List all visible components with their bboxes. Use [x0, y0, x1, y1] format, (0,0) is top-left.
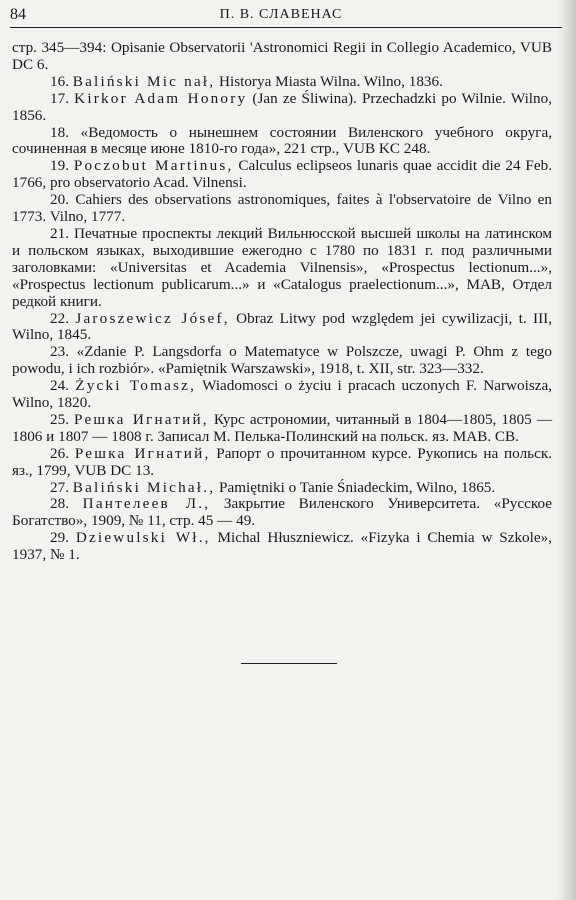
entry-number: 25.: [50, 410, 75, 428]
bibliography-entry: [12, 311, 552, 345]
entry-number: 19.: [50, 157, 74, 175]
bibliography-entry: [12, 192, 552, 226]
entry-number: 24.: [50, 377, 76, 395]
bibliography-list: [12, 40, 552, 564]
bibliography-entry: [12, 158, 552, 192]
running-head: П. В. СЛАВЕНАС: [219, 7, 343, 22]
entry-number: 21.: [50, 224, 75, 242]
page-edge-shadow: [558, 0, 576, 900]
entry-author: Życki Tomasz,: [75, 377, 197, 395]
entry-number: 16.: [50, 72, 73, 90]
page-header: [10, 6, 552, 28]
bibliography-entry: [12, 226, 552, 311]
bibliography-entry: [12, 74, 552, 91]
entry-number: 26.: [50, 444, 75, 462]
bibliography-entry: [12, 125, 552, 159]
entry-text: Закрытие Виленского Университета. «Русское Богатство», 1909, № 11, стр. 45 — 49.: [12, 495, 552, 530]
entry-text: (Jan ze Śliwina). Przechadzki po Wilnie. Wilno, 1856.: [12, 89, 552, 124]
entry-number: 22.: [50, 309, 76, 327]
entry-author: Poczobut Martinus,: [73, 157, 234, 175]
entry-author: Пантелеев Л.,: [82, 495, 211, 513]
entry-number: 29.: [50, 529, 76, 547]
entry-text: Курс астрономии, читанный в 1804—1805, 1805 — 1806 и 1807 — 1808 г. Записал М. Пелька-Полинский на польск. яз. МАВ. СВ.: [12, 410, 553, 445]
entry-text: Obraz Litwy pod względem jei cywilizacji, t. III, Wilno, 1845.: [12, 309, 552, 344]
header-rule: [10, 27, 562, 28]
bibliography-entry: [12, 40, 552, 74]
bibliography-entry: [12, 344, 552, 378]
closing-rule: [241, 663, 337, 664]
bibliography-entry: [12, 480, 552, 497]
entry-text: «Zdanie P. Langsdorfa o Matematyce w Polszcze, uwagi P. Ohm z tego powodu, i ich rozbiór». «Pamiętnik Warszawski», 1918, t. XII, str. 323—332.: [12, 343, 552, 378]
entry-text: Historya Miasta Wilna. Wilno, 1836.: [215, 72, 443, 90]
entry-text: стр. 345—394: Opisanie Observatorii 'Astronomici Regii in Collegio Academico, VUB DC 6.: [12, 39, 552, 73]
entry-author: Jaroszewicz Jósef,: [75, 309, 230, 327]
entry-author: Решка Игнатий,: [74, 444, 211, 462]
entry-text: Calculus eclipseos lunaris quae accidit die 24 Feb. 1766, pro observatorio Acad. Vilnensi.: [12, 157, 553, 192]
entry-author: Решка Игнатий,: [74, 410, 209, 428]
entry-text: Рапорт о прочитанном курсе. Рукопись на польск. яз., 1799, VUB DC 13.: [12, 444, 552, 479]
entry-author: Dziewulski Wł.,: [75, 529, 211, 547]
entry-author: Baliński Michał.,: [72, 478, 216, 496]
entry-author: Baliński Mic nał,: [72, 72, 216, 90]
entry-text: Cahiers des observations astronomiques, faites à l'observatoire de Vilno en 1773. Vilno, 1777.: [12, 191, 553, 226]
entry-text: Печатные проспекты лекций Вильнюсской высшей школы на латинском и польском языках, выходившие ежегодно с 1780 по 1831 г. под различными заголовками: «Universitas et Academia Vilnensis», «Prospectus lectionum...», «Prospectus lectionum publicarum...» и «Catalogus praelectionum...», МАВ, Отдел редкой книги.: [12, 224, 553, 310]
bibliography-entry: [12, 412, 552, 446]
bibliography-entry: [12, 446, 552, 480]
entry-number: 20.: [50, 191, 76, 209]
entry-number: 18.: [50, 123, 81, 141]
bibliography-entry: [12, 496, 552, 530]
entry-author: Kirkor Adam Honory: [74, 89, 248, 107]
entry-text: Pamiętniki o Tanie Śniadeckim, Wilno, 1865.: [215, 478, 496, 496]
entry-number: 27.: [50, 478, 73, 496]
entry-number: 17.: [50, 89, 75, 107]
page-number: 84: [10, 6, 26, 23]
entry-number: 28.: [50, 495, 83, 513]
bibliography-entry: [12, 530, 552, 564]
entry-number: 23.: [50, 343, 77, 361]
bibliography-entry: [12, 378, 552, 412]
entry-text: «Ведомость о нынешнем состоянии Виленского учебного округа, сочиненная в месяце июне 1810-го года», 221 стр., VUB KC 248.: [12, 123, 553, 158]
entry-text: Michal Hłuszniewicz. «Fizyka i Chemia w Szkole», 1937, № 1.: [12, 529, 552, 564]
bibliography-entry: [12, 91, 552, 125]
entry-text: Wiadomosci o życiu i pracach uczonych F. Narwoisza, Wilno, 1820.: [12, 377, 553, 412]
